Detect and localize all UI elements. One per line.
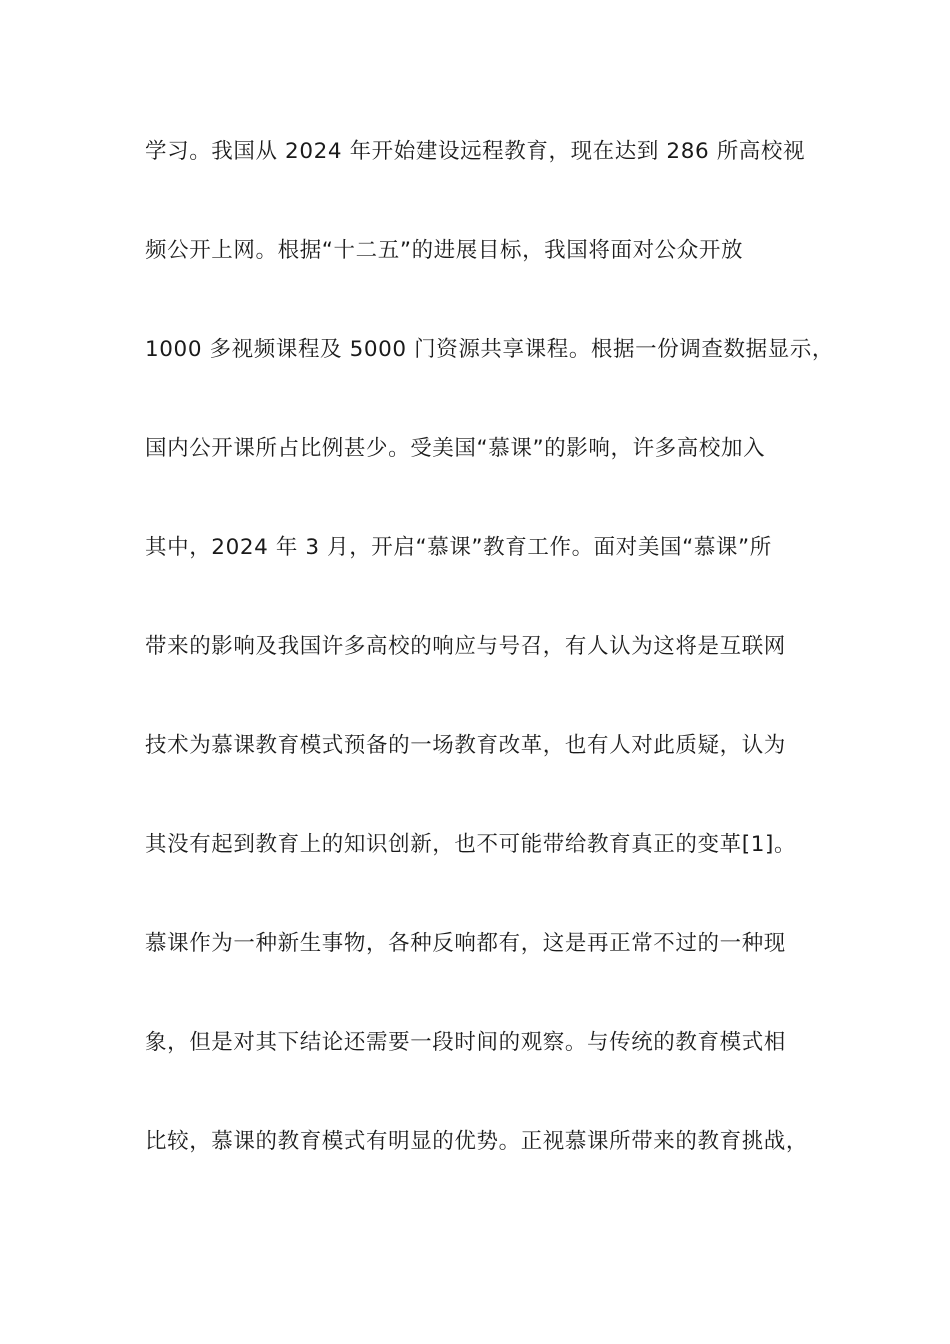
text-line-4: 国内公开课所占比例甚少。受美国“慕课”的影响，许多高校加入 <box>145 436 766 461</box>
text-line-10: 象，但是对其下结论还需要一段时间的观察。与传统的教育模式相 <box>145 1030 786 1055</box>
text-line-7: 技术为慕课教育模式预备的一场教育改革，也有人对此质疑，认为 <box>145 733 786 758</box>
text-line-5: 其中，2024 年 3 月，开启“慕课”教育工作。面对美国“慕课”所 <box>145 535 772 560</box>
text-line-1: 学习。我国从 2024 年开始建设远程教育，现在达到 286 所高校视 <box>145 139 806 164</box>
text-line-3: 1000 多视频课程及 5000 门资源共享课程。根据一份调查数据显示， <box>145 337 835 362</box>
text-line-6: 带来的影响及我国许多高校的响应与号召，有人认为这将是互联网 <box>145 634 786 659</box>
text-line-9: 慕课作为一种新生事物，各种反响都有，这是再正常不过的一种现 <box>145 931 786 956</box>
text-line-8: 其没有起到教育上的知识创新，也不可能带给教育真正的变革[1]。 <box>145 832 797 857</box>
body-text <box>145 130 835 1219</box>
text-line-2: 频公开上网。根据“十二五”的进展目标，我国将面对公众开放 <box>145 238 744 263</box>
text-line-11: 比较，慕课的教育模式有明显的优势。正视慕课所带来的教育挑战， <box>145 1129 809 1154</box>
